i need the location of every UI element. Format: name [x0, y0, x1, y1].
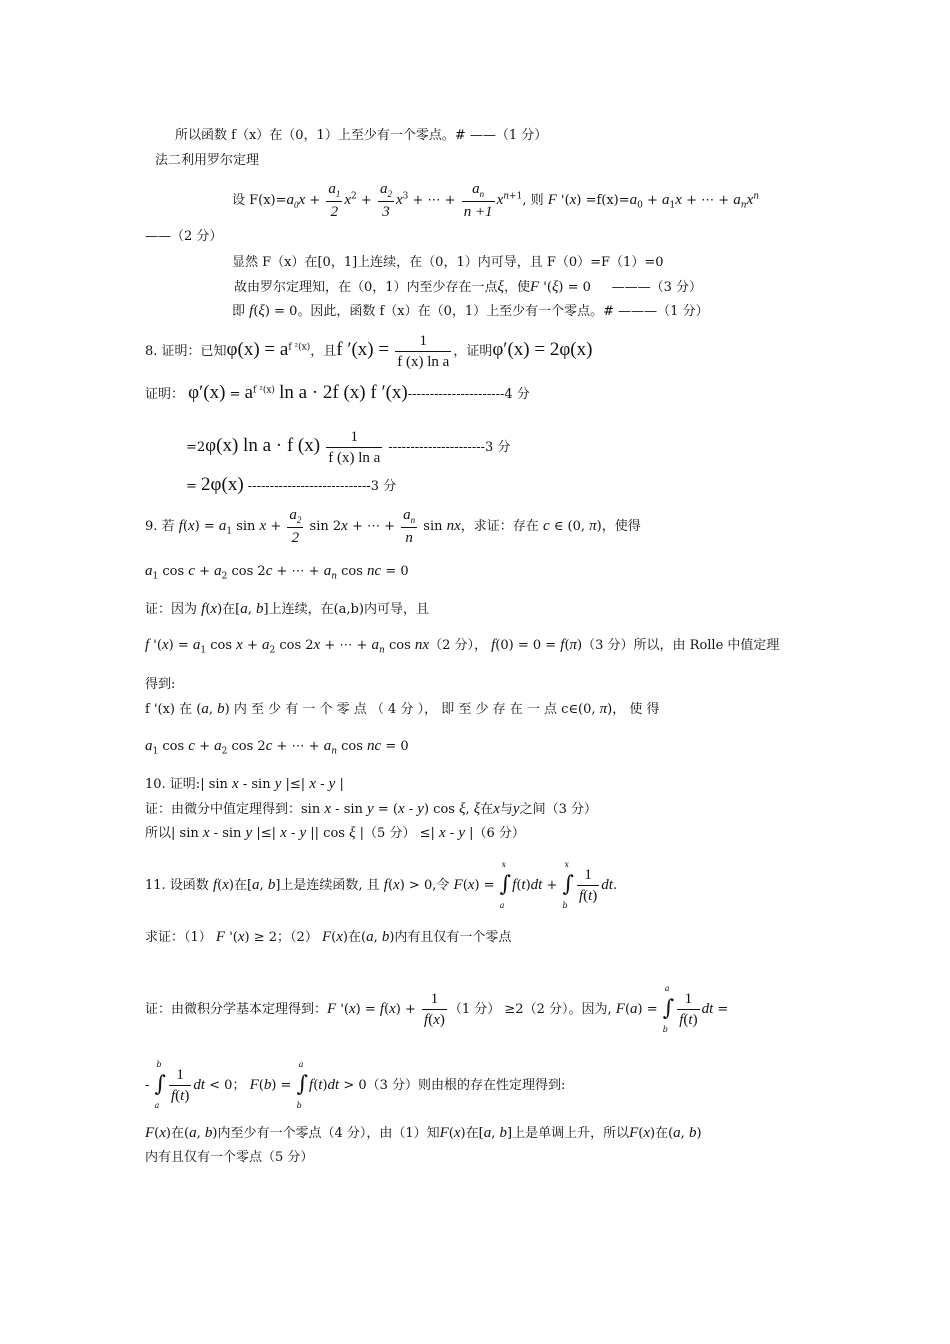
- problem-11-statement: 11. 设函数 f(x)在[a, b]上是连续函数, 且 f(x) > 0,令 F(x) = ∫ x a f(t)dt + ∫ x b $\frac{1}{f(t)}$ dt.: [145, 860, 618, 911]
- problem-8-proof-2: =2φ(x) ln a · f (x) $\frac{1}{\text{f (x) ln a}}$ ----------------------3 分: [186, 429, 511, 466]
- problem-8-proof-1: 证明： $\varphi'(x) = a^{f ^2(x)}$ ln a · 2f (x) f ′(x)----------------------4 分: [145, 382, 530, 403]
- line-score-2: ——（2 分）: [145, 229, 223, 244]
- problem-9-proof-4: f '(x) 在 (a, b) 内 至 少 有 一 个 零 点 （ 4 分 ）， 即 至 少 存 在 一 点 c∈(0, π)， 使 得: [145, 701, 660, 717]
- problem-9-goal: $a_1$ $\cos c + a_2$ cos 2c + ⋯ + $a_n$ cos nc = 0: [145, 563, 409, 582]
- problem-9-conclusion: $a_1$ $\cos c + a_2$ cos 2c + ⋯ + $a_n$ cos nc = 0: [145, 738, 409, 757]
- problem-9-proof-1: 证：因为 f(x)在[a, b]上连续，在(a,b)内可导，且: [145, 601, 429, 617]
- line-conclusion-1: 所以函数 f（x）在（0，1）上至少有一个零点。# ——（1 分）: [175, 128, 548, 143]
- problem-11-prove: 求证：（1） F '(x) ≥ 2；（2） F(x)在(a, b)内有且仅有一个零点: [145, 929, 512, 945]
- line-method-two: 法二利用罗尔定理: [155, 153, 260, 168]
- problem-11-proof-2: - ∫ b a $\frac{1}{f(t)}$ dt < 0； F(b) = ∫ a b f(t)dt > 0（3 分）则由根的存在性定理得到:: [145, 1060, 566, 1111]
- problem-11-conclusion-1: F(x)在(a, b)内至少有一个零点（4 分），由（1）知F(x)在[a, b]上是单调上升，所以F(x)在(a, b): [145, 1125, 702, 1141]
- line-rolle: 故由罗尔定理知，在（0，1）内至少存在一点ξ，使F '(ξ) = 0 ———（3 分）: [234, 279, 702, 295]
- problem-11-proof-1: 证：由微积分学基本定理得到：F '(x) = f(x) + $\frac{1}{f(x)}$ （1 分） ≥2（2 分）。因为, F(a) = ∫ a b $\frac{1}{f(t)}$ dt =: [145, 984, 729, 1035]
- problem-8-proof-3: = 2φ(x) ----------------------------3 分: [186, 474, 397, 495]
- problem-8-statement: 8. 证明：已知$\varphi(x) = a^{f ^2(x)}$，且f ′(x) = $\frac{1}{\text{f (x) ln a}}$ ，证明φ′(x) = 2φ(x): [145, 333, 593, 370]
- line-define-F: 设 $F(x)=a_0x$ + $\frac{a_1}{2}$ $x^2$ + $\frac{a_2}{3}$ $x^3$ + ⋯ + $\frac{a_n}{n +1}$ $x^{n+1}$, 则 F '$(x) =f(x)=a_0 + a_1x$ + ⋯ + $a_nx^n$: [232, 181, 760, 220]
- problem-10-proof-2: 所以| sin x - sin y |≤| x - y || cos ξ |（5 分） ≤| x - y |（6 分）: [145, 825, 525, 841]
- problem-10-statement: 10. 证明:| sin x - sin y |≤| x - y |: [145, 776, 344, 792]
- problem-11-conclusion-2: 内有且仅有一个零点（5 分）: [145, 1150, 314, 1165]
- problem-10-proof-1: 证：由微分中值定理得到：sin x - sin y = (x - y) cos ξ, ξ在x与y之间（3 分）: [145, 801, 597, 817]
- problem-9-statement: 9. 若 $f(x) = a_1$ sin x + $\frac{a_2}{2}$ sin 2x + ⋯ + $\frac{a_n}{n}$ sin nx，求证：存在 c ∈ (0, π)，使得: [145, 507, 641, 546]
- problem-9-proof-3: 得到:: [145, 677, 176, 692]
- problem-9-proof-2: f '$(x) = a_1$ $\cos x + a_2$ cos 2x + ⋯ + $a_n$ cos nx（2 分）， f(0) = 0 = f(π)（3 分）所以，由 Rolle 中值定理: [145, 637, 780, 656]
- line-continuity: 显然 F（x）在[0，1]上连续，在（0，1）内可导，且 F（0）=F（1）=0: [232, 255, 664, 270]
- line-therefore: 即 f(ξ) = 0。因此，函数 f（x）在（0，1）上至少有一个零点。# ———（1 分）: [232, 303, 709, 319]
